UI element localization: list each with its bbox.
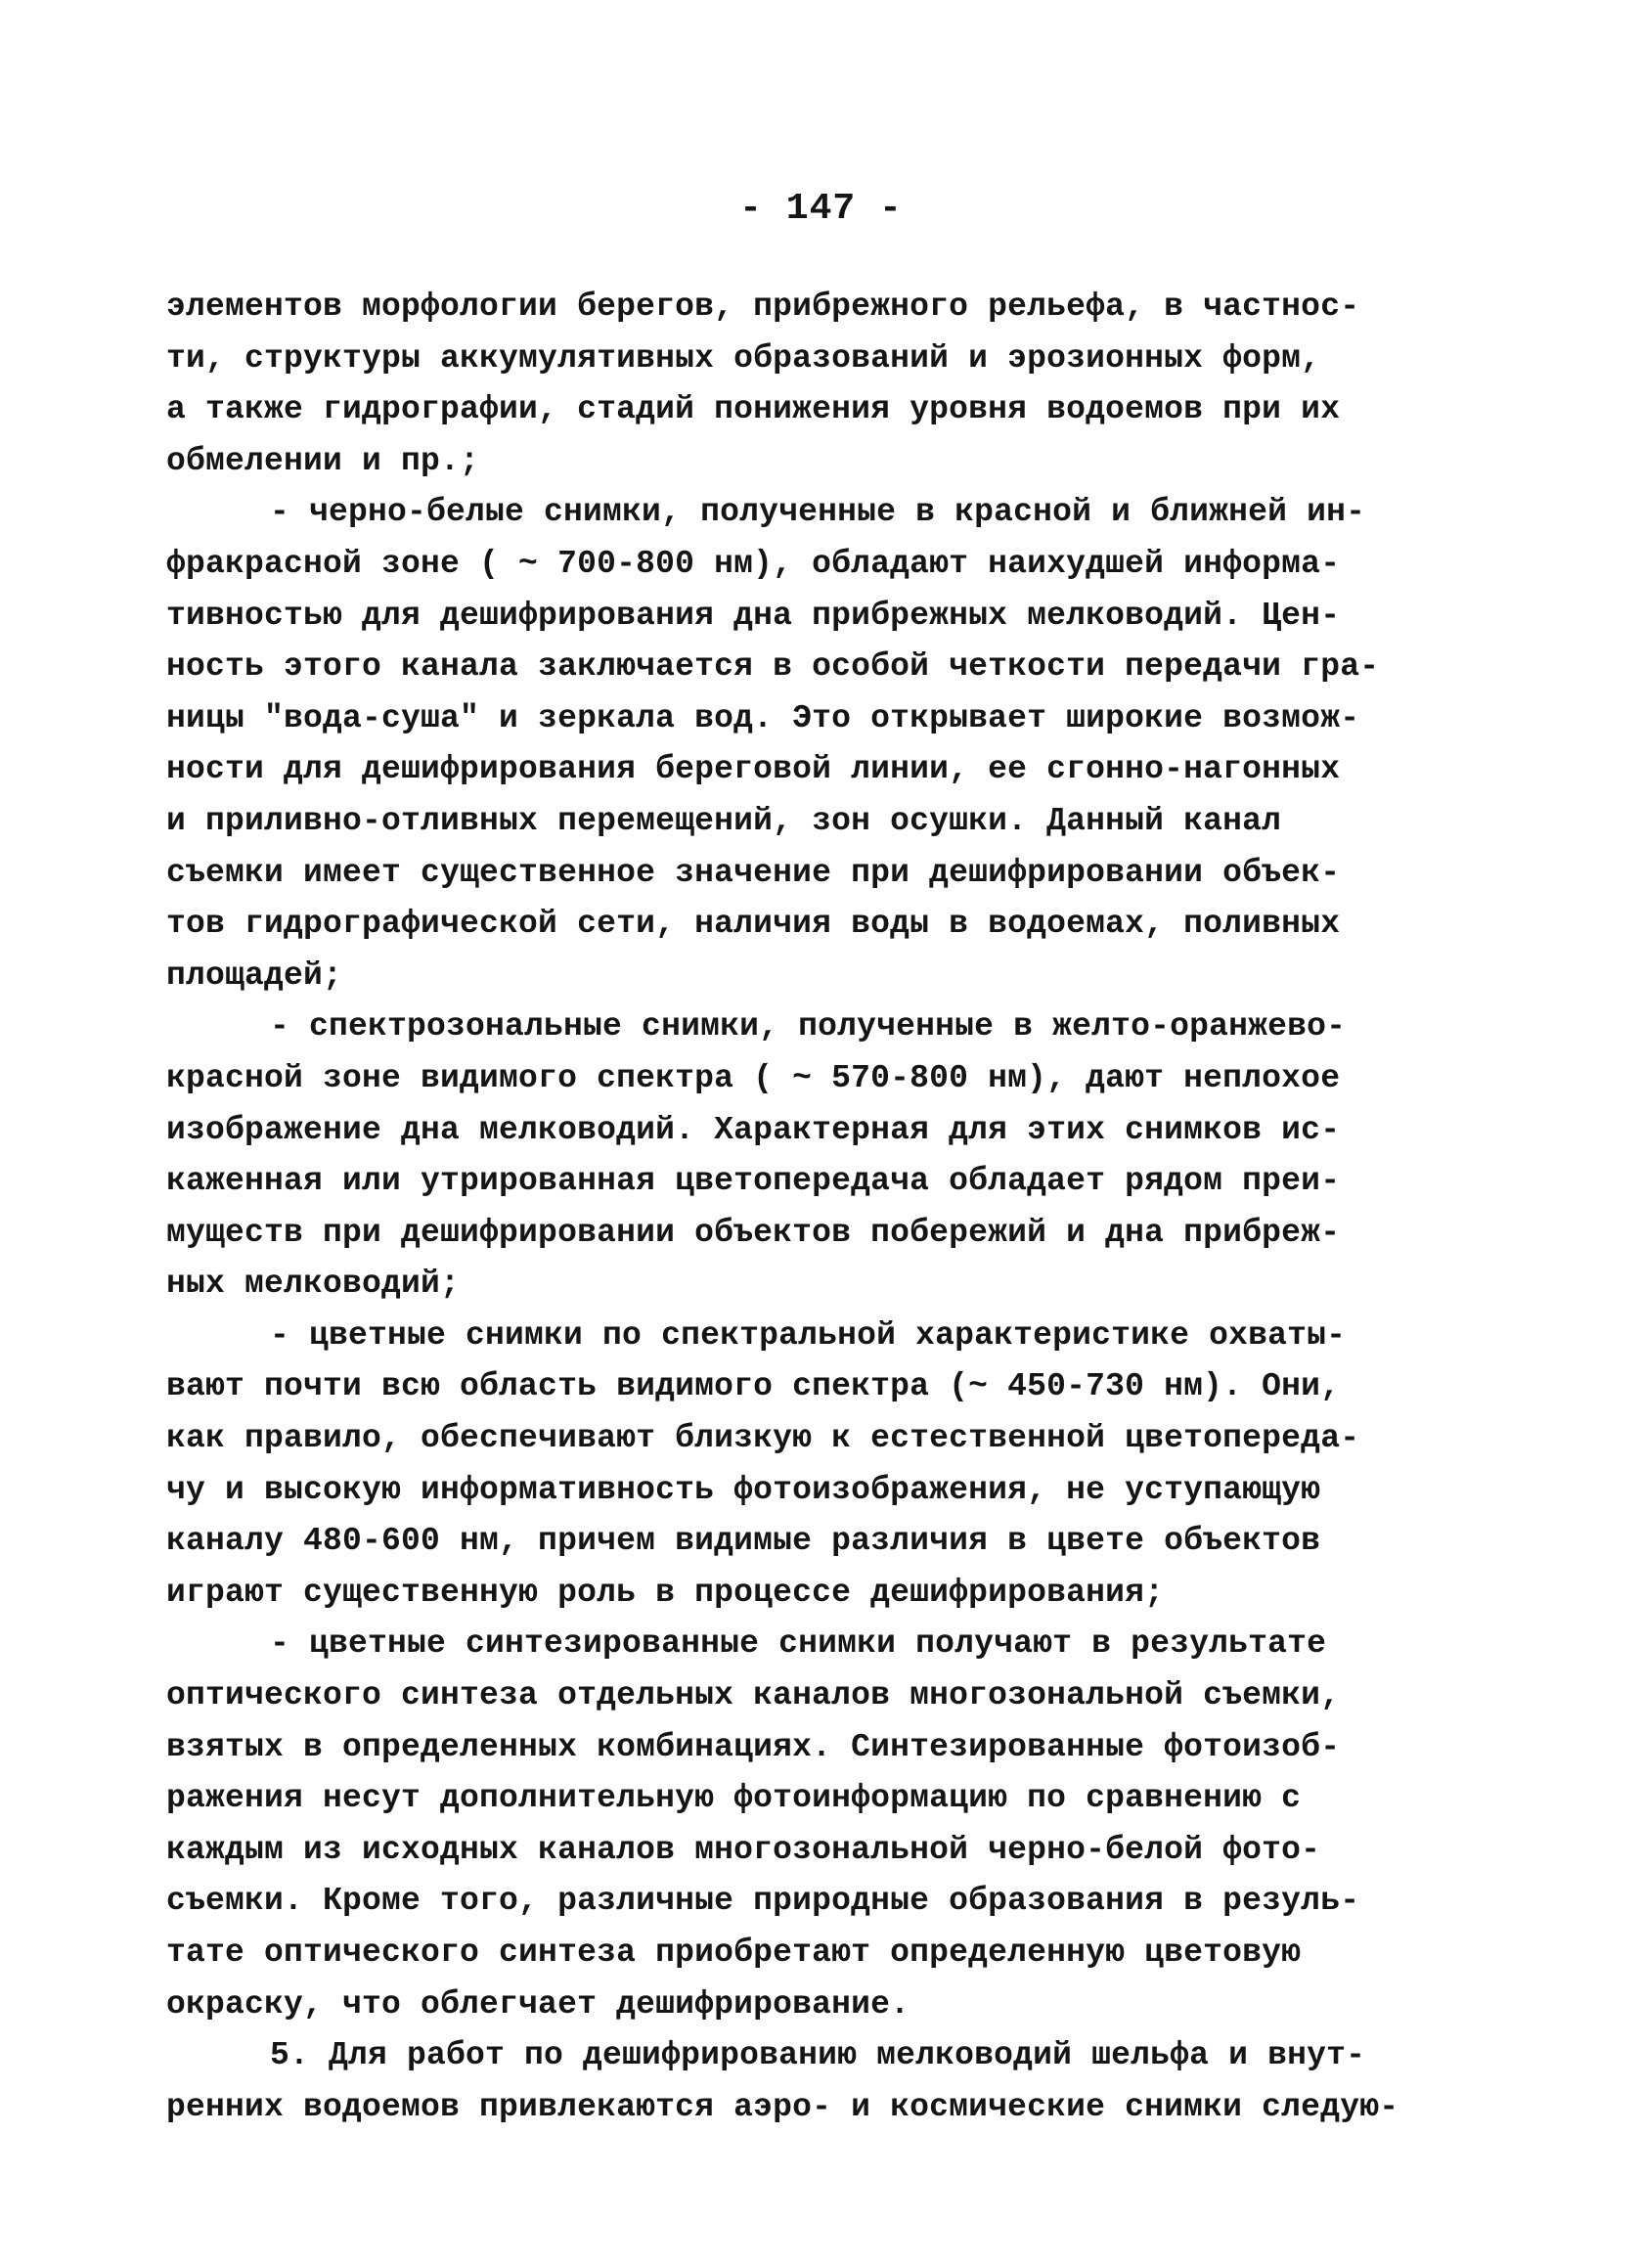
text-line: вают почти всю область видимого спектра (~ 450-730 нм). Они,	[166, 1368, 1341, 1405]
text-line: ницы "вода-суша" и зеркала вод. Это открывает широкие возмож-	[166, 699, 1360, 736]
text-line: элементов морфологии берегов, прибрежного рельефа, в частнос-	[166, 289, 1360, 325]
text-line: ренних водоемов привлекаются аэро- и космические снимки следую-	[166, 2088, 1399, 2125]
text-line: - черно-белые снимки, полученные в красной и ближней ин-	[270, 494, 1366, 531]
body-text	[166, 282, 1457, 2133]
text-line: играют существенную роль в процессе дешифрирования;	[166, 1574, 1165, 1611]
text-line: фракрасной зоне ( ~ 700-800 нм), обладают наихудшей информа-	[166, 545, 1341, 582]
text-line: ных мелководий;	[166, 1266, 461, 1303]
text-line: ражения несут дополнительную фотоинформацию по сравнению с	[166, 1780, 1302, 1817]
text-line: окраску, что облегчает дешифрирование.	[166, 1985, 910, 2023]
text-line: каждым из исходных каналов многозональной черно-белой фото-	[166, 1831, 1321, 1868]
text-line: ности для дешифрирования береговой линии, ее сгонно-нагонных	[166, 751, 1341, 788]
text-line: муществ при дешифрировании объектов побережий и дна прибреж-	[166, 1214, 1341, 1251]
text-line: съемки. Кроме того, различные природные образования в резуль-	[166, 1883, 1360, 1920]
text-line: тате оптического синтеза приобретают определенную цветовую	[166, 1934, 1302, 1971]
text-line: - цветные снимки по спектральной характеристике охваты-	[270, 1316, 1347, 1354]
text-line: - цветные синтезированные снимки получают в результате	[270, 1625, 1327, 1663]
text-line: площадей;	[166, 956, 343, 994]
text-line: как правило, обеспечивают близкую к естественной цветопереда-	[166, 1420, 1360, 1457]
text-line: - спектрозональные снимки, полученные в желто-оранжево-	[270, 1008, 1347, 1045]
page-number: - 147 -	[739, 188, 903, 230]
text-line: изображение дна мелководий. Характерная для этих снимков ис-	[166, 1111, 1341, 1148]
text-line: ность этого канала заключается в особой четкости передачи гра-	[166, 648, 1380, 686]
text-line: и приливно-отливных перемещений, зон осушки. Данный канал	[166, 802, 1282, 839]
text-line: ти, структуры аккумулятивных образований и эрозионных форм,	[166, 339, 1321, 377]
text-line: тов гидрографической сети, наличия воды в водоемах, поливных	[166, 906, 1341, 943]
text-line: чу и высокую информативность фотоизображения, не уступающую	[166, 1471, 1321, 1508]
text-line: обмелении и пр.;	[166, 442, 480, 479]
text-line: красной зоне видимого спектра ( ~ 570-800 нм), дают неплохое	[166, 1059, 1341, 1096]
text-line: каженная или утрированная цветопередача обладает рядом преи-	[166, 1163, 1341, 1200]
text-line: 5. Для работ по дешифрированию мелководий шельфа и внут-	[270, 2037, 1366, 2074]
text-line: взятых в определенных комбинациях. Синтезированные фотоизоб-	[166, 1728, 1341, 1765]
text-line: оптического синтеза отдельных каналов многозональной съемки,	[166, 1677, 1341, 1714]
text-line: а также гидрографии, стадий понижения уровня водоемов при их	[166, 391, 1341, 428]
text-line: съемки имеет существенное значение при дешифрировании объек-	[166, 854, 1341, 891]
text-line: каналу 480-600 нм, причем видимые различия в цвете объектов	[166, 1523, 1321, 1560]
text-line: тивностью для дешифрирования дна прибрежных мелководий. Цен-	[166, 597, 1341, 634]
